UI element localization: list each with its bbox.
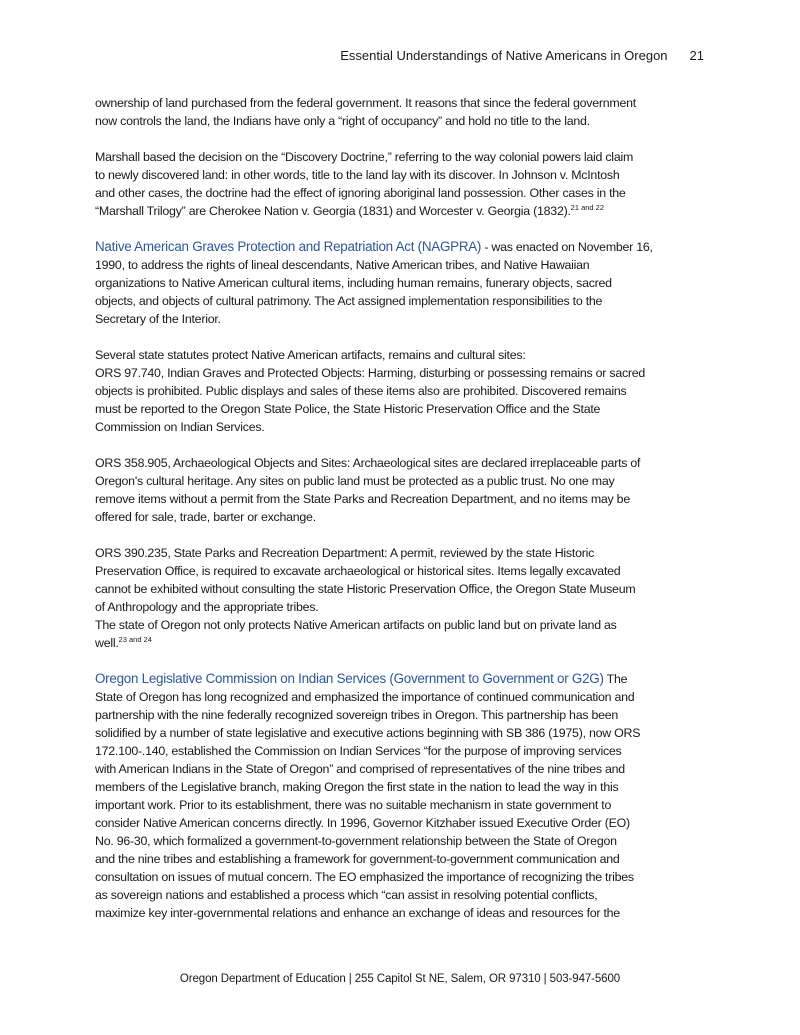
text-line: ownership of land purchased from the federal government. It reasons that since the federal government — [95, 96, 636, 110]
text-line: as sovereign nations and established a process which “can assist in resolving potential conflicts, — [95, 888, 598, 902]
text-line: to newly discovered land: in other words, title to the land lay with its discover. In Johnson v. McIntosh — [95, 168, 620, 182]
text-line: solidified by a number of state legislative and executive actions beginning with SB 386 (1975), now ORS — [95, 726, 641, 740]
text-line: now controls the land, the Indians have only a “right of occupancy” and hold no title to the land. — [95, 114, 590, 128]
paragraph-land-ownership — [95, 94, 710, 130]
text-line: ORS 390.235, State Parks and Recreation Department: A permit, reviewed by the state Historic — [95, 546, 595, 560]
text-line — [95, 634, 710, 652]
paragraph-ors-390235 — [95, 544, 710, 652]
section-heading-g2g: Oregon Legislative Commission on Indian Services (Government to Government or G2G) — [95, 671, 604, 686]
text-line: Marshall based the decision on the “Discovery Doctrine,” referring to the way colonial powers laid claim — [95, 150, 634, 164]
text-line: with American Indians in the State of Oregon” and comprised of representatives of the nine tribes and — [95, 762, 625, 776]
text-line: partnership with the nine federally recognized sovereign tribes in Oregon. This partnership has been — [95, 708, 619, 722]
text-line: ORS 358.905, Archaeological Objects and Sites: Archaeological sites are declared irreplaceable parts of — [95, 456, 641, 470]
text-line: cannot be exhibited without consulting the state Historic Preservation Office, the Oregon State Museum — [95, 582, 636, 596]
text-line: Commission on Indian Services. — [95, 420, 265, 434]
text-line: objects is prohibited. Public displays and sales of these items also are prohibited. Discovered remains — [95, 384, 627, 398]
footnote-ref: 21 and 22 — [570, 202, 605, 212]
text-line: Several state statutes protect Native American artifacts, remains and cultural sites: — [95, 348, 526, 362]
text-line: must be reported to the Oregon State Police, the State Historic Preservation Office and the State — [95, 402, 601, 416]
text-line: Secretary of the Interior. — [95, 312, 221, 326]
text-line — [95, 670, 710, 688]
text-line: No. 96-30, which formalized a government-to-government relationship between the State of Oregon — [95, 834, 617, 848]
body-text — [95, 94, 710, 922]
section-heading-nagpra: Native American Graves Protection and Repatriation Act (NAGPRA) — [95, 239, 482, 254]
paragraph-discovery-doctrine — [95, 148, 710, 220]
footnote-ref: 23 and 24 — [118, 634, 152, 644]
text-line: of Anthropology and the appropriate tribes. — [95, 600, 319, 614]
page-footer: Oregon Department of Education | 255 Capitol St NE, Salem, OR 97310 | 503-947-5600 — [179, 973, 621, 985]
page-number: 21 — [689, 48, 704, 63]
text-line: and other cases, the doctrine had the effect of ignoring aboriginal land possession. Other cases in the — [95, 186, 626, 200]
text-line: important work. Prior to its establishment, there was no suitable mechanism in state government to — [95, 798, 612, 812]
text-line: State of Oregon has long recognized and emphasized the importance of continued communication and — [95, 690, 635, 704]
text-span: well. — [95, 636, 119, 650]
text-line — [95, 238, 710, 256]
header-title: Essential Understandings of Native Americans in Oregon — [340, 48, 668, 63]
text-line: Preservation Office, is required to excavate archaeological or historical sites. Items legally excavated — [95, 564, 621, 578]
text-line — [95, 202, 710, 220]
text-line: 172.100-.140, established the Commission on Indian Services “for the purpose of improving services — [95, 744, 622, 758]
paragraph-g2g — [95, 670, 710, 922]
text-line: objects, and objects of cultural patrimony. The Act assigned implementation responsibilities to the — [95, 294, 603, 308]
text-span: The — [603, 672, 628, 686]
text-line: offered for sale, trade, barter or exchange. — [95, 510, 316, 524]
paragraph-nagpra — [95, 238, 710, 328]
text-line: members of the Legislative branch, making Oregon the first state in the nation to lead the way in this — [95, 780, 619, 794]
text-line: ORS 97.740, Indian Graves and Protected Objects: Harming, disturbing or possessing remains or sacred — [95, 366, 646, 380]
text-span: “Marshall Trilogy” are Cherokee Nation v. Georgia (1831) and Worcester v. Georgia (1832). — [95, 204, 571, 218]
text-line: Oregon's cultural heritage. Any sites on public land must be protected as a public trust. No one may — [95, 474, 615, 488]
running-header — [340, 48, 704, 63]
text-line: and the nine tribes and establishing a framework for government-to-government communication and — [95, 852, 620, 866]
text-line: 1990, to address the rights of lineal descendants, Native American tribes, and Native Hawaiian — [95, 258, 590, 272]
text-line: consultation on issues of mutual concern. The EO emphasized the importance of recognizing the tribes — [95, 870, 634, 884]
text-line: The state of Oregon not only protects Native American artifacts on public land but on private land as — [95, 618, 617, 632]
text-line: remove items without a permit from the State Parks and Recreation Department, and no items may be — [95, 492, 630, 506]
paragraph-ors-358905 — [95, 454, 710, 526]
text-span: - was enacted on November 16, — [481, 240, 653, 254]
text-line: organizations to Native American cultural items, including human remains, funerary objects, sacred — [95, 276, 612, 290]
text-line: consider Native American concerns directly. In 1996, Governor Kitzhaber issued Executive Order (EO) — [95, 816, 630, 830]
text-line: maximize key inter-governmental relations and enhance an exchange of ideas and resources for the — [95, 906, 620, 920]
paragraph-ors-97740 — [95, 346, 710, 436]
